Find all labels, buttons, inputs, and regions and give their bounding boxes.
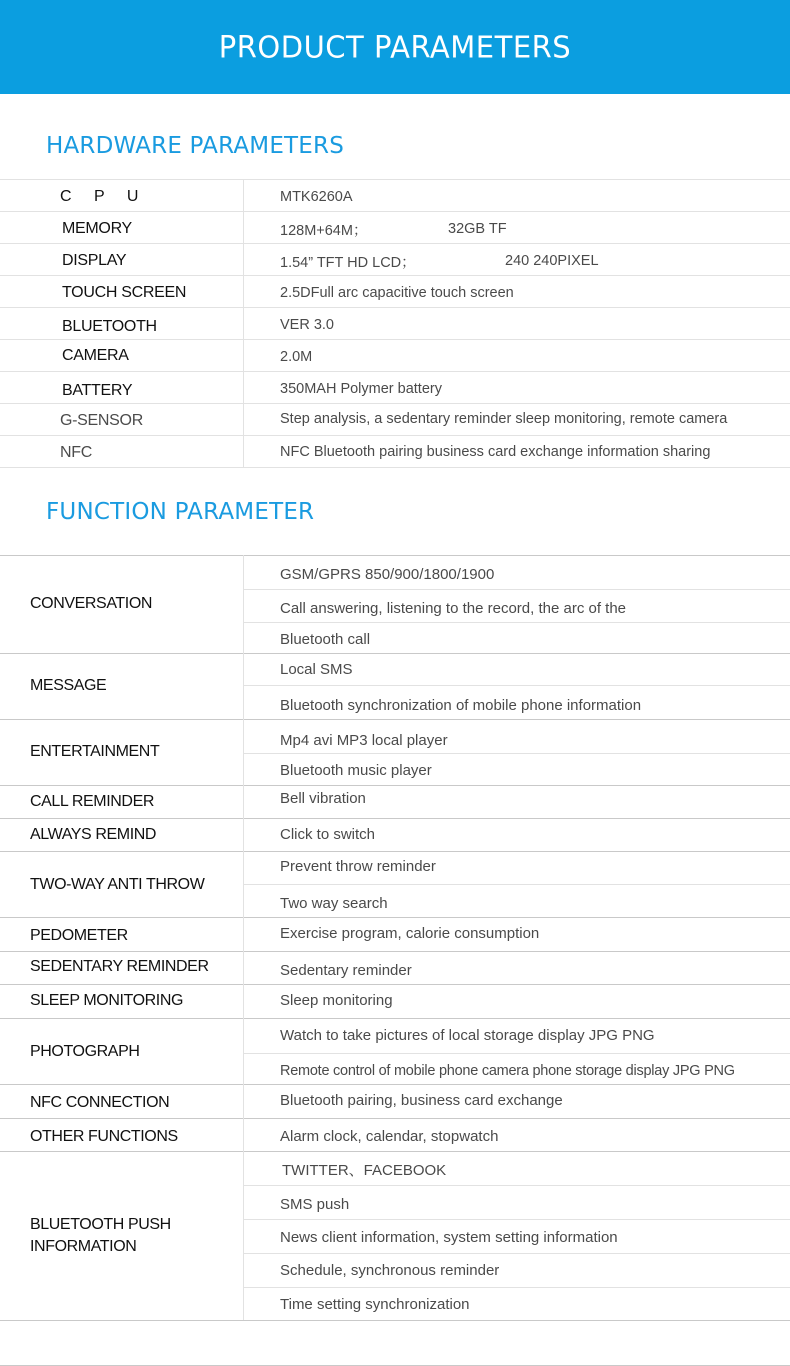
fn-value-two-way-anti-throw-2: Two way search: [280, 894, 388, 912]
fn-label-bluetooth-push-information: BLUETOOTH PUSH INFORMATION: [30, 1216, 171, 1255]
hw-value-memory: 128M+64M； 32GB TF: [280, 221, 507, 239]
fn-value-sleep-monitoring: Sleep monitoring: [280, 992, 393, 1009]
fn-label-conversation: CONVERSATION: [30, 595, 153, 612]
fn-label-photograph: PHOTOGRAPH: [30, 1043, 140, 1060]
fn-value-two-way-anti-throw-1: Prevent throw reminder: [280, 857, 436, 875]
fn-value-bluetooth-push-1: TWITTER、FACEBOOK: [282, 1161, 447, 1179]
fn-value-photograph-2: Remote control of mobile phone camera phone storage display JPG PNG: [280, 1063, 735, 1079]
fn-label-pedometer: PEDOMETER: [30, 926, 128, 944]
hw-value-touch-screen: 2.5DFull arc capacitive touch screen: [280, 285, 514, 301]
fn-label-entertainment: ENTERTAINMENT: [30, 743, 160, 760]
hw-value-battery: 350MAH Polymer battery: [280, 381, 442, 397]
fn-value-call-reminder: Bell vibration: [280, 790, 366, 807]
fn-value-entertainment-2: Bluetooth music player: [280, 761, 432, 779]
fn-value-message-1: Local SMS: [280, 660, 353, 678]
hw-label-battery: BATTERY: [62, 382, 133, 399]
function-section-title: FUNCTION PARAMETER: [46, 499, 315, 525]
fn-label-always-remind: ALWAYS REMIND: [30, 825, 157, 843]
fn-value-conversation-1: GSM/GPRS 850/900/1800/1900: [280, 565, 495, 583]
hw-label-memory: MEMORY: [62, 220, 132, 237]
fn-value-conversation-3: Bluetooth call: [280, 630, 371, 648]
fn-label-other-functions: OTHER FUNCTIONS: [30, 1127, 178, 1145]
hw-value-nfc: NFC Bluetooth pairing business card exchange information sharing: [280, 444, 711, 460]
hw-value-cpu: MTK6260A: [280, 189, 353, 205]
page-title: PRODUCT PARAMETERS: [218, 29, 572, 65]
fn-value-sedentary-reminder: Sedentary reminder: [280, 962, 412, 979]
hw-label-touch-screen: TOUCH SCREEN: [62, 284, 187, 301]
fn-label-message: MESSAGE: [30, 677, 107, 694]
hw-value-bluetooth: VER 3.0: [280, 317, 334, 333]
hw-label-camera: CAMERA: [62, 347, 129, 364]
fn-value-nfc-connection: Bluetooth pairing, business card exchange: [280, 1092, 563, 1109]
fn-value-message-2: Bluetooth synchronization of mobile phone information: [280, 696, 642, 714]
hw-label-bluetooth: BLUETOOTH: [62, 318, 157, 335]
fn-label-sedentary-reminder: SEDENTARY REMINDER: [30, 957, 209, 975]
header-banner: [0, 0, 790, 94]
hw-label-cpu: C P U: [60, 188, 148, 205]
hw-label-g-sensor: G-SENSOR: [60, 412, 143, 429]
fn-value-pedometer: Exercise program, calorie consumption: [280, 925, 540, 942]
fn-value-conversation-2: Call answering, listening to the record, the arc of the: [280, 599, 627, 617]
fn-value-bluetooth-push-5: Time setting synchronization: [280, 1295, 470, 1313]
fn-value-entertainment-1: Mp4 avi MP3 local player: [280, 731, 448, 749]
fn-label-two-way-anti-throw: TWO-WAY ANTI THROW: [30, 876, 205, 893]
hw-value-display: 1.54” TFT HD LCD； 240 240PIXEL: [280, 253, 599, 271]
fn-label-call-reminder: CALL REMINDER: [30, 792, 155, 810]
fn-label-nfc-connection: NFC CONNECTION: [30, 1093, 170, 1111]
fn-value-other-functions: Alarm clock, calendar, stopwatch: [280, 1128, 499, 1145]
hw-label-display: DISPLAY: [62, 252, 127, 269]
fn-value-photograph-1: Watch to take pictures of local storage display JPG PNG: [280, 1026, 655, 1044]
fn-value-bluetooth-push-3: News client information, system setting information: [280, 1228, 618, 1246]
fn-label-sleep-monitoring: SLEEP MONITORING: [30, 991, 184, 1009]
fn-value-bluetooth-push-2: SMS push: [280, 1195, 350, 1213]
fn-value-always-remind: Click to switch: [280, 826, 376, 843]
hw-label-nfc: NFC: [60, 444, 92, 461]
fn-value-bluetooth-push-4: Schedule, synchronous reminder: [280, 1261, 500, 1279]
hw-value-g-sensor: Step analysis, a sedentary reminder sleep monitoring, remote camera: [280, 411, 728, 427]
hw-value-camera: 2.0M: [280, 349, 313, 365]
hardware-section-title: HARDWARE PARAMETERS: [46, 133, 345, 159]
